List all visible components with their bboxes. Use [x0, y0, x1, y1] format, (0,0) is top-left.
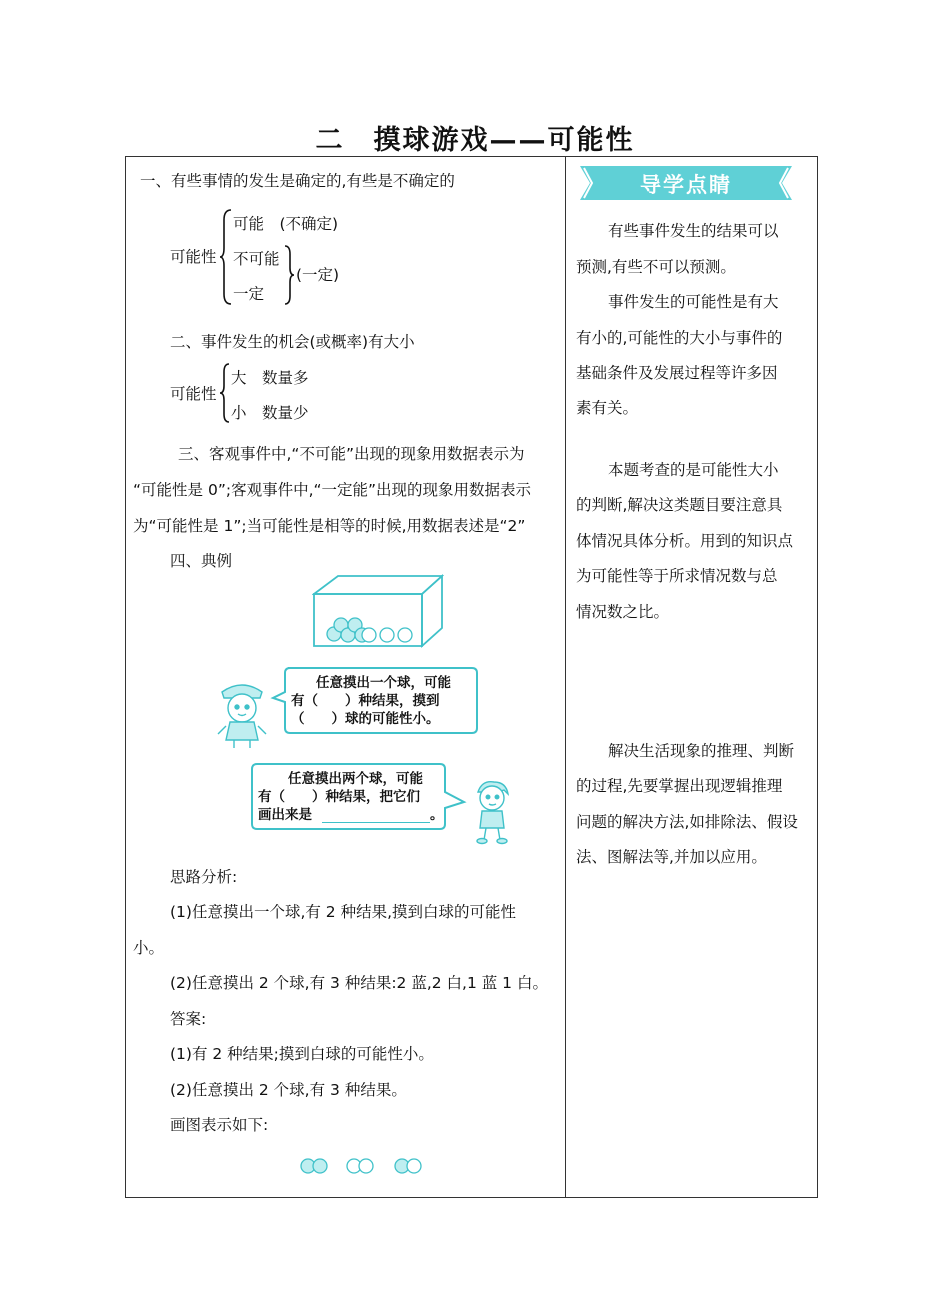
tip-3-line-3: 体情况具体分析。用到的知识点: [576, 532, 794, 550]
column-divider: [565, 156, 566, 1198]
tip-3-line-1: 本题考查的是可能性大小: [608, 461, 779, 479]
section-2-item-small: 小 数量少: [231, 404, 309, 422]
section-4-heading: 四、典例: [170, 552, 233, 570]
tip-4-line-2: 的过程,先要掌握出现逻辑推理: [576, 777, 783, 795]
analysis-2: (2)任意摸出 2 个球,有 3 种结果:2 蓝,2 白,1 蓝 1 白。: [170, 974, 548, 992]
section-2-item-large: 大 数量多: [231, 369, 309, 387]
ball-pairs-drawing: [298, 1156, 428, 1176]
tip-4-line-1: 解决生活现象的推理、判断: [608, 742, 795, 760]
banner-title: 导学点睛: [640, 173, 732, 197]
tip-2-line-1: 事件发生的可能性是有大: [608, 293, 779, 311]
tip-2-line-3: 基础条件及发展过程等许多因: [576, 364, 778, 382]
answer-heading: 答案:: [170, 1010, 207, 1028]
section-3-line-1: 三、客观事件中,“不可能”出现的现象用数据表示为: [178, 445, 525, 463]
section-1-item-possible: 可能 (不确定): [233, 215, 339, 233]
tip-2-line-2: 有小的,可能性的大小与事件的: [576, 329, 783, 347]
analysis-heading: 思路分析:: [170, 868, 238, 886]
brace-left-icon: [219, 208, 233, 306]
brace-right-icon: [283, 244, 295, 306]
analysis-1-line-2: 小。: [133, 939, 165, 957]
girl-character-icon: [212, 676, 272, 752]
boy-character-icon: [468, 778, 516, 846]
tip-1-line-1: 有些事件发生的结果可以: [608, 222, 779, 240]
section-3-line-3: 为“可能性是 1”;当可能性是相等的时候,用数据表述是“2”: [133, 517, 526, 535]
tip-4-line-3: 问题的解决方法,如排除法、假设: [576, 813, 798, 831]
section-1-item-certain: 一定: [233, 285, 265, 303]
section-1-heading: 一、有些事情的发生是确定的,有些是不确定的: [140, 172, 455, 190]
bubble-2-answer-blank: [322, 822, 430, 823]
bubble-2-line-3: 画出来是: [258, 807, 312, 823]
bubble-1-line-2: 有（ ）种结果，摸到: [291, 693, 440, 709]
section-1-label: 可能性: [170, 248, 217, 266]
analysis-1-line-1: (1)任意摸出一个球,有 2 种结果,摸到白球的可能性: [170, 903, 517, 921]
tip-3-line-2: 的判断,解决这类题目要注意具: [576, 496, 783, 514]
tip-3-line-5: 情况数之比。: [576, 603, 670, 621]
bubble-1-line-3: （ ）球的可能性小。: [291, 711, 440, 727]
section-2-heading: 二、事件发生的机会(或概率)有大小: [170, 333, 415, 351]
bubble-1-line-1: 任意摸出一个球，可能: [316, 675, 451, 691]
tip-2-line-4: 素有关。: [576, 399, 639, 417]
section-3-line-2: “可能性是 0”;客观事件中,“一定能”出现的现象用数据表示: [133, 481, 532, 499]
tip-3-line-4: 为可能性等于所求情况数与总: [576, 567, 778, 585]
section-2-label: 可能性: [170, 385, 217, 403]
answer-1: (1)有 2 种结果;摸到白球的可能性小。: [170, 1045, 434, 1063]
ball-box-illustration: [312, 574, 444, 650]
section-1-item-impossible: 不可能: [233, 250, 280, 268]
brace-left-2-icon: [219, 362, 231, 424]
drawing-label: 画图表示如下:: [170, 1116, 269, 1134]
answer-2: (2)任意摸出 2 个球,有 3 种结果。: [170, 1081, 407, 1099]
bubble-2-end: 。: [430, 807, 444, 823]
page-title: 二 摸球游戏——可能性: [315, 125, 635, 156]
tip-4-line-4: 法、图解法等,并加以应用。: [576, 848, 767, 866]
bubble-2-line-1: 任意摸出两个球，可能: [288, 771, 423, 787]
tip-1-line-2: 预测,有些不可以预测。: [576, 258, 736, 276]
bubble-2-line-2: 有（ ）种结果，把它们: [258, 789, 420, 805]
section-1-group-certain: (一定): [296, 266, 340, 284]
